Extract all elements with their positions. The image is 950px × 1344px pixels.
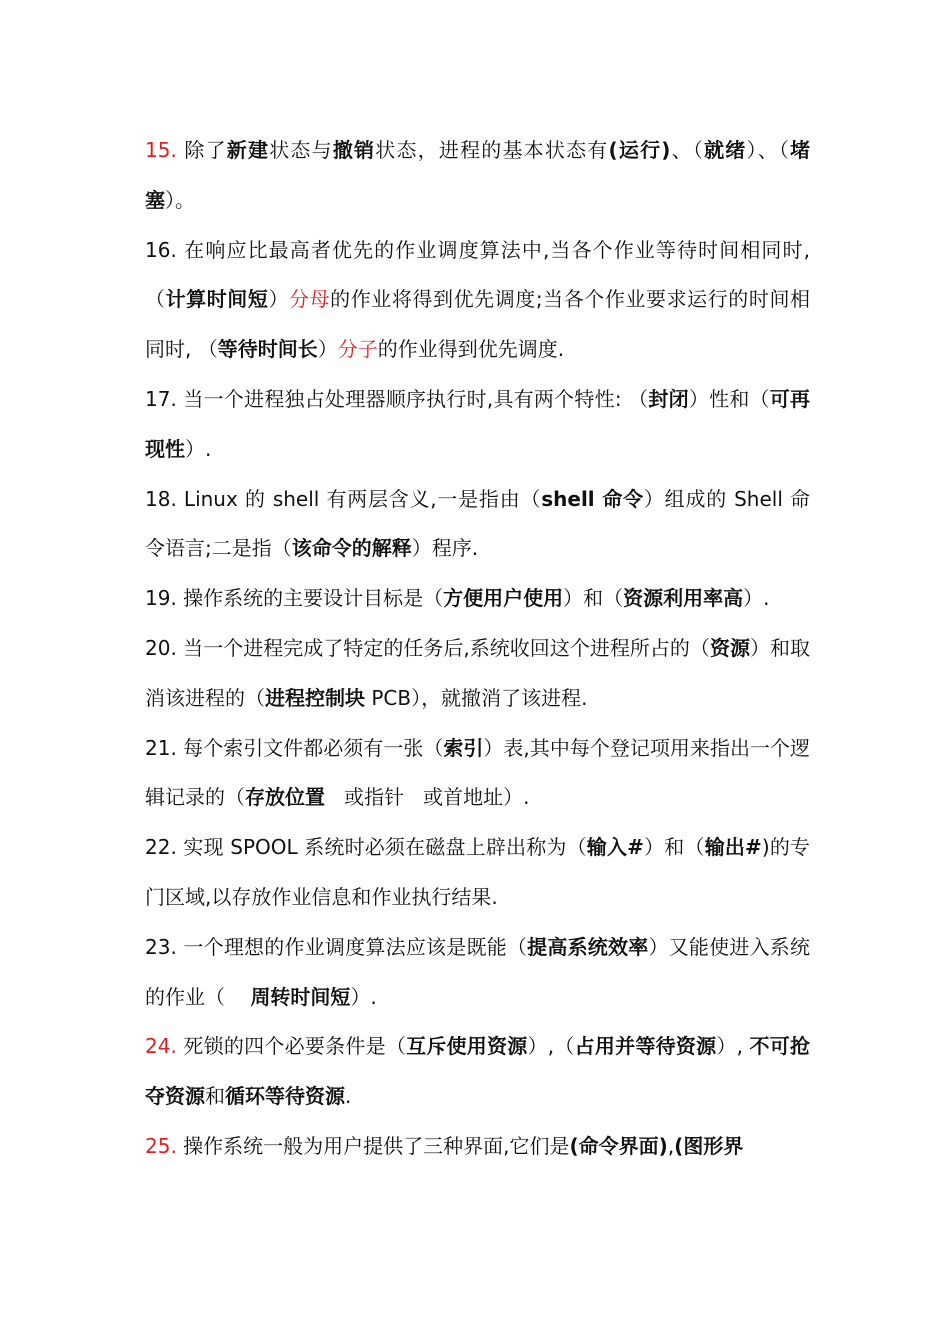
answer-text: 该命令的解释 <box>291 536 412 561</box>
question-item <box>145 923 810 1023</box>
question-text: , <box>667 1133 675 1158</box>
question-number: 22. <box>145 835 177 860</box>
answer-text: 资源 <box>709 635 750 660</box>
question-text: ）表,其中每个登记项用来指出一个逻辑记录的（ <box>145 735 810 810</box>
question-text: ）, <box>716 1034 750 1059</box>
answer-text: 封闭 <box>648 386 689 411</box>
answer-text: 输出# <box>704 835 762 860</box>
answer-text: 占用并等待资源 <box>574 1034 717 1059</box>
answer-text: 输入# <box>586 835 644 860</box>
question-text: ）. <box>350 984 377 1009</box>
answer-text: 可再现性 <box>145 386 811 461</box>
note-text: 分子 <box>337 337 378 362</box>
answer-text: 索引 <box>443 735 484 760</box>
answer-text: 资源利用率高 <box>623 586 744 611</box>
question-text: 状态，进程的基本状态有 <box>375 138 609 162</box>
question-text: 和 <box>205 1084 225 1109</box>
question-item <box>145 475 810 575</box>
question-text: ） <box>317 337 338 362</box>
question-number: 20. <box>145 635 177 660</box>
question-text: Linux 的 shell 有两层含义,一是指由（ <box>176 486 542 511</box>
question-text: 死锁的四个必要条件是（ <box>176 1034 407 1059</box>
question-item <box>145 1022 810 1122</box>
question-text: 操作系统一般为用户提供了三种界面,它们是 <box>176 1133 570 1158</box>
question-text: ）. <box>185 436 212 461</box>
answer-text: 进程控制块 <box>265 685 365 710</box>
answer-text: 存放位置 <box>245 785 325 810</box>
question-text: ）和（ <box>563 586 624 611</box>
question-text: 状态与 <box>269 138 333 162</box>
note-text: 分母 <box>289 287 331 312</box>
question-text: ）和取消该进程的（ <box>145 635 810 710</box>
question-number: 17. <box>145 386 177 411</box>
answer-text: 不可抢夺资源 <box>145 1034 811 1109</box>
answer-text: 就绪 <box>704 138 747 162</box>
question-number: 24. <box>145 1034 177 1059</box>
question-text: ）、（ <box>746 138 791 162</box>
question-item <box>145 375 810 475</box>
question-text: . <box>345 1084 352 1109</box>
question-item <box>145 226 810 375</box>
question-text: ）和（ <box>643 835 705 860</box>
question-text: ） <box>268 287 290 312</box>
question-item <box>145 126 810 226</box>
question-text: 实现 SPOOL 系统时必须在磁盘上辟出称为（ <box>176 835 587 860</box>
answer-text: 方便用户使用 <box>443 586 564 611</box>
answer-text: 计算时间短 <box>165 287 269 312</box>
answer-text: 循环等待资源 <box>225 1084 345 1109</box>
question-text: 或指针 或首地址）. <box>325 785 530 810</box>
answer-text: 新建 <box>226 138 270 162</box>
question-item <box>145 1122 810 1172</box>
question-text: )的专门区域,以存放作业信息和作业执行结果. <box>145 835 811 909</box>
question-item <box>145 724 810 824</box>
question-text: 除了 <box>176 138 227 162</box>
answer-text: 提高系统效率 <box>527 934 649 959</box>
question-text: 的作业将得到优先调度;当各个作业要求运行的时间相同时, （ <box>145 287 811 362</box>
answer-text: (图形界 <box>674 1133 744 1158</box>
question-text: 当一个进程独占处理器顺序执行时,具有两个特性: （ <box>176 386 649 411</box>
question-number: 21. <box>145 735 177 760</box>
question-item <box>145 624 810 724</box>
question-text: 每个索引文件都必须有一张（ <box>176 735 444 760</box>
question-number: 15. <box>145 138 177 162</box>
question-number: 23. <box>145 934 177 959</box>
question-text: ）程序. <box>411 536 479 561</box>
question-item <box>145 574 810 624</box>
question-text: ）又能使进入系统的作业（ <box>145 934 811 1009</box>
answer-text: 互斥使用资源 <box>406 1034 528 1059</box>
question-text: 一个理想的作业调度算法应该是既能（ <box>176 934 528 959</box>
question-text: ）性和（ <box>688 386 770 411</box>
question-text: 当一个进程完成了特定的任务后,系统收回这个进程所占的（ <box>176 635 710 660</box>
answer-text: 周转时间短 <box>250 984 351 1009</box>
answer-text: 等待时间长 <box>217 337 318 362</box>
answer-text: 堵塞 <box>145 138 811 212</box>
question-text: ）组成的 Shell 命令语言;二是指（ <box>145 486 811 561</box>
answer-text: (运行) <box>608 138 671 162</box>
question-text: 操作系统的主要设计目标是（ <box>176 586 444 611</box>
question-number: 25. <box>145 1133 177 1158</box>
question-text: 、（ <box>670 138 705 162</box>
question-number: 19. <box>145 586 177 611</box>
question-list <box>145 126 810 1172</box>
question-text: 的作业得到优先调度. <box>377 337 565 362</box>
question-item <box>145 823 810 923</box>
question-number: 16. <box>145 237 177 262</box>
question-number: 18. <box>145 486 177 511</box>
question-text: ）,（ <box>527 1034 575 1059</box>
answer-text: 撤销 <box>332 138 376 162</box>
answer-text: shell 命令 <box>541 486 644 511</box>
question-text: ）. <box>743 586 770 611</box>
answer-text: (命令界面) <box>569 1133 668 1158</box>
question-text: 在响应比最高者优先的作业调度算法中,当各个作业等待时间相同时,（ <box>145 237 810 312</box>
question-text: PCB），就撤消了该进程. <box>365 685 588 710</box>
question-text: ）。 <box>165 187 195 212</box>
